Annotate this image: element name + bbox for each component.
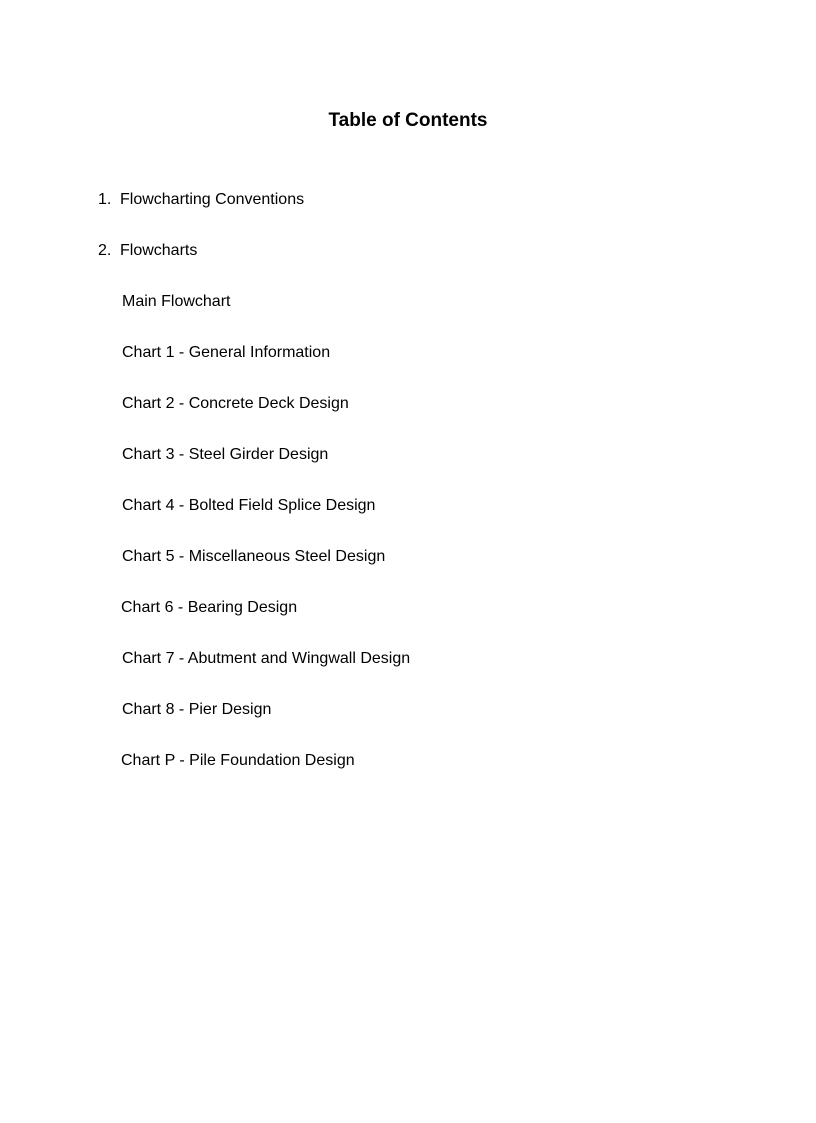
section-number: 2. [98, 242, 112, 259]
toc-chart-item: Chart 7 - Abutment and Wingwall Design [122, 650, 411, 667]
page-title: Table of Contents [328, 110, 488, 131]
toc-chart-item: Chart P - Pile Foundation Design [121, 752, 355, 769]
section-label: Flowcharts [120, 242, 198, 259]
toc-chart-item: Chart 2 - Concrete Deck Design [122, 395, 349, 412]
toc-section-item [98, 241, 197, 261]
toc-chart-item: Chart 5 - Miscellaneous Steel Design [122, 548, 386, 565]
toc-section-item [98, 190, 304, 210]
toc-chart-item: Chart 3 - Steel Girder Design [122, 446, 329, 463]
toc-chart-item: Chart 4 - Bolted Field Splice Design [122, 497, 376, 514]
toc-chart-item: Chart 8 - Pier Design [122, 701, 272, 718]
section-number: 1. [98, 191, 112, 208]
toc-chart-item: Chart 6 - Bearing Design [121, 599, 298, 616]
toc-chart-item: Chart 1 - General Information [122, 344, 331, 361]
toc-chart-item: Main Flowchart [122, 293, 231, 310]
section-label: Flowcharting Conventions [120, 191, 305, 208]
